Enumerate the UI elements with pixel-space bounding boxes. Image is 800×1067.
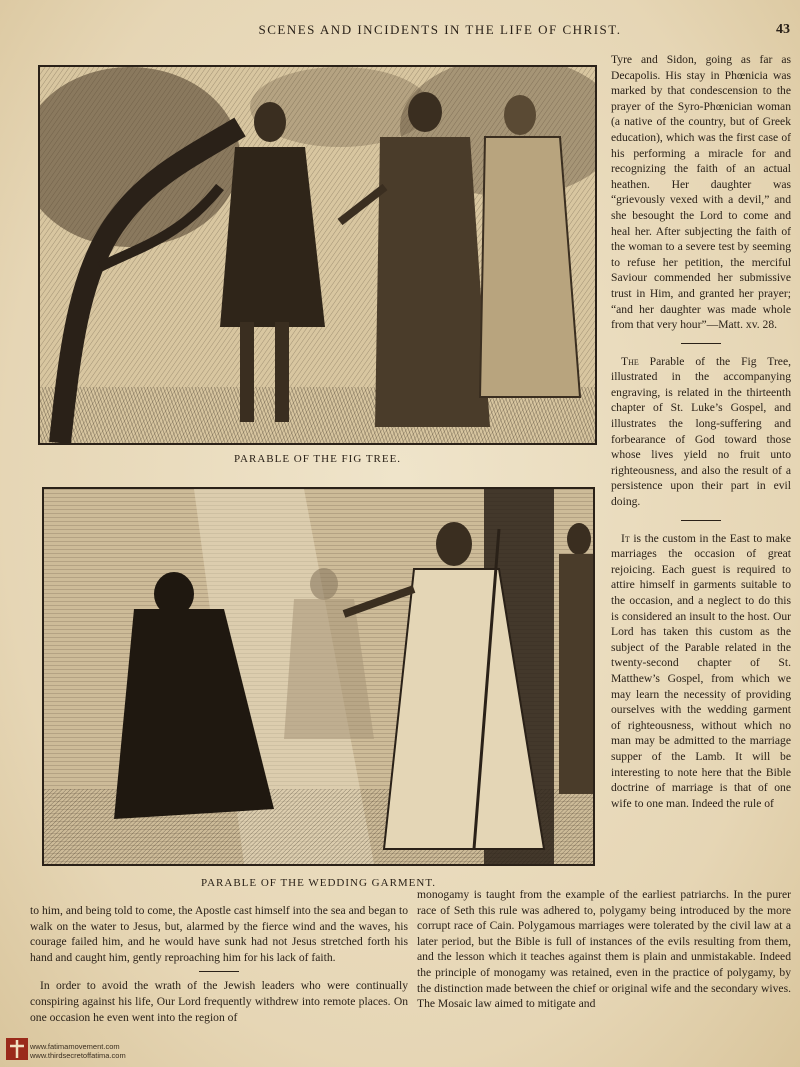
fig-tree-illustration <box>40 67 595 443</box>
footer-link-thirdsecret[interactable]: www.thirdsecretoffatima.com <box>30 1051 126 1060</box>
running-header: SCENES AND INCIDENTS IN THE LIFE OF CHRIST. <box>258 22 622 37</box>
paragraph-monogamy: monogamy is taught from the example of the earliest patriarchs. In the purer race of Seth this rule was adhered to, polygamy being introduced by the more corrupt race of Cain. Polygamous marriages were tolerated by the civil law at a later period, but the Bible is full of instances of the evils resulting from them, and the lesson which it teaches against them is plain and unmistakable. Indeed the principle of monogamy was retained, even in the practice of polygamy, by the distinction made between the chief or original wife and the secondary wives. The Mosaic law aimed to mitigate and <box>417 888 791 1011</box>
bottom-left-column <box>30 903 408 1025</box>
separator <box>681 520 721 521</box>
page-number: 43 <box>776 22 790 37</box>
paragraph-syro-phoenician: Tyre and Sidon, going as far as Decapolis. His stay in Phœnicia was marked by that condescension to the prayer of the Syro-Phœnician woman (a native of the country, but of Greek education), which was the first case of his performing a miracle for and recognizing the faith of an actual heathen. Her daughter was “grievously vexed with a devil,” and she besought the Lord to come and heal her. After subjecting the faith of the woman to a severe test by seeming to refuse her petition, the merciful Saviour commended her submissive trust in Him, and granted her prayer; “and her daughter was made whole from that very hour”—Matt. xv. 28. <box>611 53 791 332</box>
paragraph-lead-word: The <box>621 354 639 368</box>
fatima-logo-icon <box>6 1038 28 1060</box>
paragraph-walking-on-water: to him, and being told to come, the Apostle cast himself into the sea and began to walk on the water to Jesus, but, alarmed by the fierce wind and the waves, his courage failed him, and he would have sunk had not Jesus stretched forth his hand and caught him, gently reproaching him for his lack of faith. <box>30 904 408 964</box>
separator <box>681 343 721 344</box>
footer-link-fatimamovement[interactable]: www.fatimamovement.com <box>30 1042 120 1051</box>
footer-watermark <box>30 1042 126 1060</box>
wedding-garment-engraving <box>42 487 595 866</box>
right-column <box>611 52 791 811</box>
bottom-right-column <box>417 887 791 1012</box>
paragraph-fig-tree: The Parable of the Fig Tree, illustrated in the accompanying engraving, is related in the thirteenth chapter of St. Luke’s Gospel, and illustrates the long-suffering and forbearance of God toward those whose lives yield no fruit unto righteousness, and also the result of a persistence upon their part in evil doing. <box>611 354 791 509</box>
separator <box>199 971 239 972</box>
fig-tree-engraving <box>38 65 597 445</box>
paragraph-lead-word: It <box>621 531 630 545</box>
wedding-garment-illustration <box>44 489 593 864</box>
wedding-garment-caption: PARABLE OF THE WEDDING GARMENT. <box>200 877 436 889</box>
fig-tree-caption: PARABLE OF THE FIG TREE. <box>233 453 402 465</box>
paragraph-withdrawal: In order to avoid the wrath of the Jewish leaders who were continually conspiring against his life, Our Lord frequently withdrew into remote places. On one occasion he even went into the region of <box>30 979 408 1024</box>
paragraph-wedding-custom: It is the custom in the East to make marriages the occasion of great rejoicing. Each guest is required to attire himself in garments suitable to the occasion, and a neglect to do this is considered an insult to the host. Our Lord has taken this custom as the subject of the Parable related in the twenty-second chapter of St. Matthew’s Gospel, from which we may learn the necessity of providing ourselves with the wedding garment of righteousness, without which no man may be admitted to the marriage supper of the Lamb. It will be interesting to note here that the Bible doctrine of marriage is that of one wife to one man. Indeed the rule of <box>611 531 791 810</box>
